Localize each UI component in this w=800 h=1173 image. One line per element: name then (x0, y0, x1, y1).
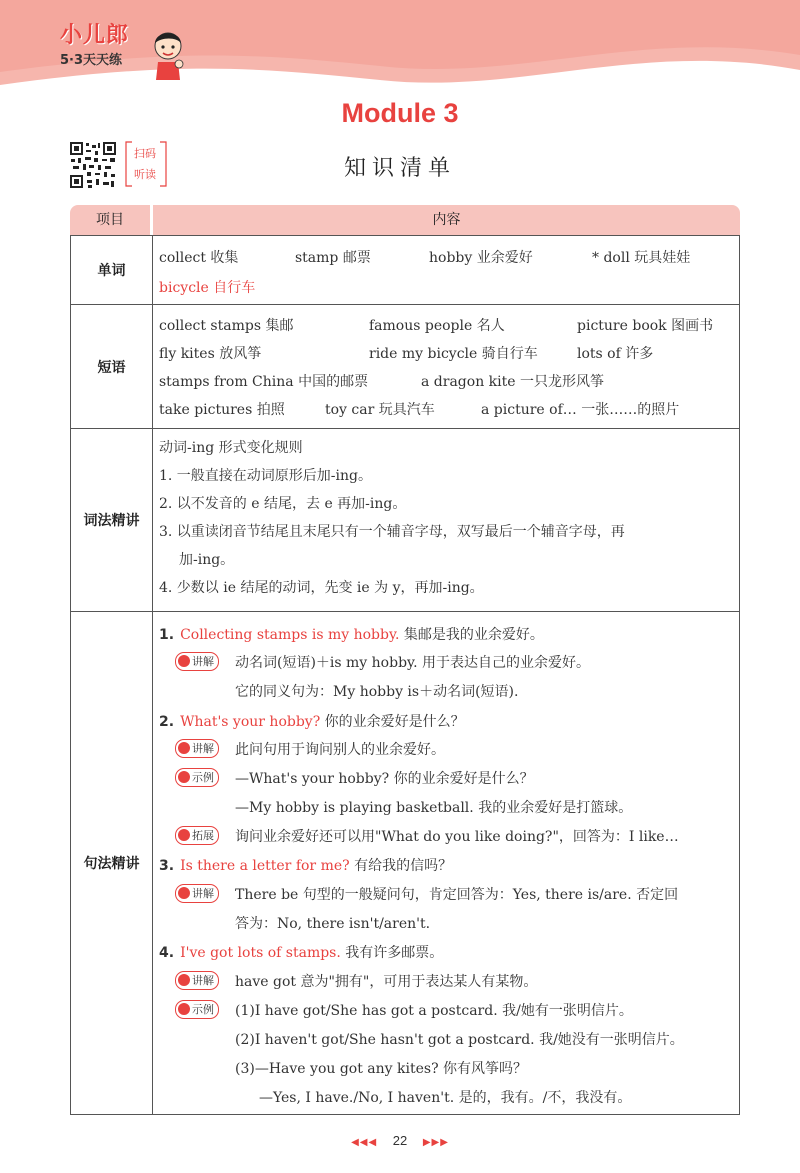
example: —Yes, I have./No, I haven't. 是的，我有。/不，我没有。 (259, 1090, 632, 1106)
morph-rule: 3. 以重读闭音节结尾且末尾只有一个辅音字母，双写最后一个辅音字母，再 (159, 524, 625, 540)
section-title: 知识清单 (343, 156, 456, 181)
sentence-3: 3. Is there a letter for me? 有给我的信吗？ (159, 858, 453, 874)
explanation: There be 句型的一般疑问句，肯定回答为：Yes, there is/are. 否定回 (235, 887, 679, 903)
explanation: have got 意为"拥有"，可用于表达某人有某物。 (235, 974, 538, 990)
example: —My hobby is playing basketball. 我的业余爱好是打篮球。 (235, 800, 633, 816)
series-name: 5·3天天练 (60, 53, 123, 68)
row-label: 句法精讲 (71, 612, 153, 1114)
phrases-row (71, 305, 739, 429)
example: (2)I haven't got/She hasn't got a postcard. 我/她没有一张明信片。 (235, 1032, 684, 1048)
sentence-4: 4. I've got lots of stamps. 我有许多邮票。 (159, 945, 444, 961)
vocab-item: hobby 业余爱好 (429, 250, 533, 266)
knowledge-table (70, 235, 740, 1115)
vocab-item: collect 收集 (159, 250, 239, 266)
phrase-item: toy car 玩具汽车 (325, 402, 435, 418)
example: (1)I have got/She has got a postcard. 我/她有一张明信片。 (235, 1003, 633, 1019)
listen-label: 听读 (134, 168, 156, 181)
vocab-row (71, 236, 739, 305)
row-label: 单词 (71, 236, 153, 304)
morph-rule: 2. 以不发音的 e 结尾，去 e 再加-ing。 (159, 496, 407, 512)
phrase-item: picture book 图画书 (577, 318, 714, 334)
vocab-item: stamp 邮票 (295, 250, 371, 266)
sentence-2: 2. What's your hobby? 你的业余爱好是什么？ (159, 714, 465, 730)
scan-label: 扫码 (134, 147, 156, 160)
explanation: 动名词(短语)＋is my hobby. 用于表达自己的业余爱好。 (235, 655, 590, 671)
extension: 询问业余爱好还可以用"What do you like doing?"，回答为：I like… (235, 829, 679, 845)
morph-rule: 1. 一般直接在动词原形后加-ing。 (159, 468, 372, 484)
explain-tag: 讲解 (175, 739, 219, 758)
explain-tag: 讲解 (175, 884, 219, 903)
phrase-item: stamps from China 中国的邮票 (159, 374, 369, 390)
column-header-item: 项目 (70, 205, 150, 235)
prev-arrows-icon: ◀◀◀ (351, 1137, 378, 1148)
explain-tag: 讲解 (175, 652, 219, 671)
table-header (70, 205, 740, 235)
phrase-item: fly kites 放风筝 (159, 346, 262, 362)
vocab-item: bicycle 自行车 (159, 280, 256, 296)
phrase-item: lots of 许多 (577, 346, 654, 362)
explain-tag: 讲解 (175, 971, 219, 990)
brand-logo (60, 18, 129, 68)
morph-rule: 4. 少数以 ie 结尾的动词，先变 ie 为 y，再加-ing。 (159, 580, 484, 596)
example-tag: 示例 (175, 768, 219, 787)
sentence-1: 1. Collecting stamps is my hobby. 集邮是我的业余爱好。 (159, 627, 544, 643)
explanation: 此问句用于询问别人的业余爱好。 (235, 742, 445, 758)
phrase-item: collect stamps 集邮 (159, 318, 294, 334)
morph-heading: 动词-ing 形式变化规则 (159, 440, 303, 456)
explanation: 答为：No, there isn't/aren't. (235, 916, 431, 932)
vocab-item: * doll 玩具娃娃 (592, 250, 691, 266)
example: (3)—Have you got any kites? 你有风筝吗？ (235, 1061, 528, 1077)
row-label: 短语 (71, 305, 153, 428)
explanation: 它的同义句为：My hobby is＋动名词(短语). (235, 684, 519, 700)
syntax-row (71, 612, 739, 1114)
morph-rule-cont: 加-ing。 (179, 552, 235, 568)
phrase-item: ride my bicycle 骑自行车 (369, 346, 538, 362)
morphology-row (71, 429, 739, 612)
page-footer (0, 1133, 800, 1148)
example: —What's your hobby? 你的业余爱好是什么？ (235, 771, 534, 787)
phrase-item: a dragon kite 一只龙形风筝 (421, 374, 604, 390)
phrase-item: a picture of… 一张……的照片 (481, 402, 680, 418)
phrase-item: famous people 名人 (369, 318, 505, 334)
scan-listen-badge[interactable] (124, 140, 168, 188)
mascot-icon (148, 28, 188, 80)
qr-code-icon[interactable] (69, 141, 117, 189)
column-header-content: 内容 (153, 205, 740, 235)
brand-name: 小儿郎 (60, 23, 130, 48)
module-title: Module 3 (341, 98, 459, 128)
example-tag: 示例 (175, 1000, 219, 1019)
row-label: 词法精讲 (71, 429, 153, 611)
page-number: 22 (392, 1133, 408, 1148)
next-arrows-icon: ▶▶▶ (422, 1137, 449, 1148)
phrase-item: take pictures 拍照 (159, 402, 285, 418)
extend-tag: 拓展 (175, 826, 219, 845)
